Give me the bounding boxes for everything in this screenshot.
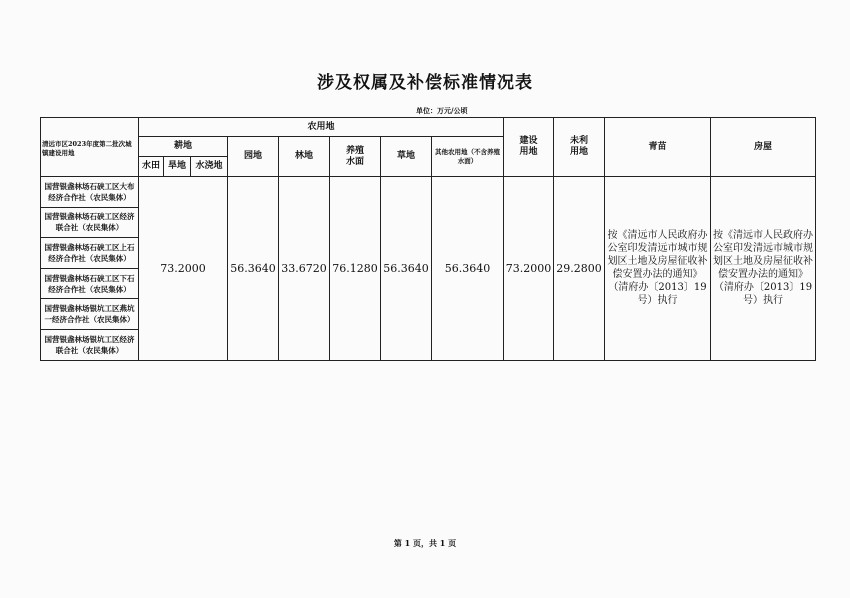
page-title: 涉及权属及补偿标准情况表 — [317, 73, 533, 93]
value-garden: 56.3640 — [228, 177, 279, 361]
header-garden: 园地 — [228, 137, 279, 177]
header-agri: 农用地 — [139, 118, 504, 137]
header-cultivated: 耕地 — [139, 137, 228, 157]
row-name: 国营银盏林场石硖工区下石经济合作社（农民集体） — [41, 268, 139, 299]
compensation-table — [40, 117, 816, 361]
value-aquaculture: 76.1280 — [330, 177, 381, 361]
header-aquaculture — [330, 137, 381, 177]
header-paddy: 水田 — [139, 157, 164, 177]
row-name: 国营银盏林场石硖工区上石经济合作社（农民集体） — [41, 238, 139, 269]
header-construction — [504, 118, 554, 177]
row-name: 国营银盏林场石硖工区经济联合社（农民集体） — [41, 207, 139, 238]
value-construction: 73.2000 — [504, 177, 554, 361]
row-name: 国营银盏林场银坑工区燕坑一经济合作社（农民集体） — [41, 299, 139, 330]
value-forest: 33.6720 — [279, 177, 330, 361]
header-aquaculture-text: 养殖水面 — [345, 145, 364, 167]
page-footer: 第 1 页，共 1 页 — [393, 538, 457, 548]
header-land: 清远市区2023年度第二批次城镇建设用地 — [41, 118, 139, 177]
value-crops: 按《清远市人民政府办公室印发清远市城市规划区土地及房屋征收补偿安置办法的通知》（清府办〔2013〕19号）执行 — [605, 177, 711, 361]
value-grass: 56.3640 — [381, 177, 432, 361]
header-grass: 草地 — [381, 137, 432, 177]
value-housing: 按《清远市人民政府办公室印发清远市城市规划区土地及房屋征收补偿安置办法的通知》（清府办〔2013〕19号）执行 — [711, 177, 816, 361]
header-dry: 旱地 — [164, 157, 191, 177]
header-other-agri: 其他农用地（不含养殖水面） — [432, 137, 504, 177]
header-construction-text: 建设用地 — [519, 136, 538, 157]
row-name: 国营银盏林场银坑工区经济联合社（农民集体） — [41, 329, 139, 360]
header-forest: 林地 — [279, 137, 330, 177]
value-other-agri: 56.3640 — [432, 177, 504, 361]
header-unused-text: 未利用地 — [569, 136, 588, 157]
header-crops: 青苗 — [605, 118, 711, 177]
value-unused: 29.2800 — [554, 177, 605, 361]
row-name: 国营银盏林场石硖工区大布经济合作社（农民集体） — [41, 177, 139, 208]
header-unused — [554, 118, 605, 177]
header-housing: 房屋 — [711, 118, 816, 177]
value-cultivated: 73.2000 — [139, 177, 228, 361]
header-irrigated: 水浇地 — [191, 157, 228, 177]
unit-label: 单位：万元/公顷 — [416, 106, 468, 115]
